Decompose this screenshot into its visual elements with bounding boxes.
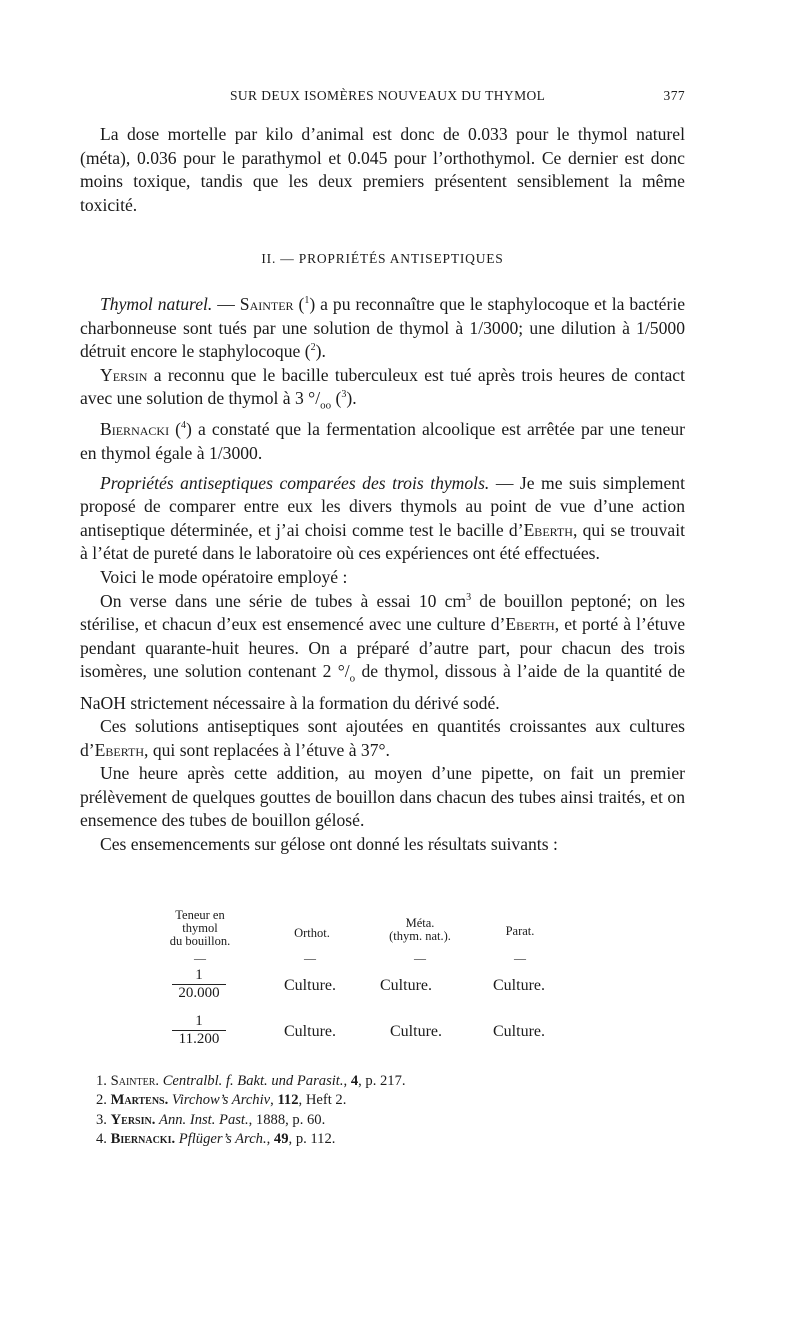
paragraph-solutions xyxy=(80,715,685,762)
author-name: Eberth xyxy=(505,614,555,635)
text-run: ) a pu reconnaître que le staphylocoque et la bactérie charbonneuse sont tués par une solution de thymol à 1/3000; une dilution à 1/5000 détruit encore le staphylocoque ( xyxy=(80,293,686,362)
header-orthot: Orthot. xyxy=(294,926,330,940)
paragraph-results-intro: Ces ensemencements sur gélose ont donné les résultats suivants : xyxy=(100,834,558,855)
header-line: Teneur en xyxy=(175,908,225,922)
text-run: de thymol, dissous à l’aide de la quantité de NaOH strictement nécessaire à la formation du dérivé sodé. xyxy=(80,661,685,713)
table-row-concentration xyxy=(164,1013,234,1048)
text-run: ). xyxy=(315,341,326,362)
footnote-title: Ann. Inst. Past. xyxy=(159,1111,249,1128)
header-line: du bouillon. xyxy=(169,934,231,948)
paragraph-method-intro: Voici le mode opératoire employé : xyxy=(100,567,348,588)
footnote xyxy=(96,1111,676,1130)
footnote: 2. Martens. Virchow’s Archiv, 112, Heft 2. xyxy=(96,1092,347,1109)
paragraph-lead: Thymol naturel. xyxy=(100,293,213,314)
footnote-number: 1. xyxy=(96,1073,107,1089)
table-row-concentration xyxy=(164,967,234,1002)
running-title: SUR DEUX ISOMÈRES NOUVEAUX DU THYMOL xyxy=(230,88,546,103)
author-name: Yersin xyxy=(100,364,148,385)
fraction-denominator: 11.200 xyxy=(178,1031,220,1047)
fraction-numerator: 1 xyxy=(195,1013,203,1029)
section-heading: II. — PROPRIÉTÉS ANTISEPTIQUES xyxy=(261,251,504,267)
fraction-numerator: 1 xyxy=(195,967,203,983)
footnote-number: 3. xyxy=(96,1111,107,1128)
footnote-rest: , p. 112. xyxy=(288,1131,336,1148)
text-run: , qui se trouvait à l’état de pureté dans le laboratoire où ces expériences ont été effectuées. xyxy=(80,519,685,564)
paragraph-yersin xyxy=(80,364,685,419)
body-text xyxy=(80,123,685,857)
paragraph-biernacki xyxy=(80,418,685,465)
footnote-title: Virchow’s Archiv xyxy=(171,1092,271,1109)
footnote-author: Sainter. xyxy=(110,1073,160,1089)
footnotes xyxy=(96,1072,676,1150)
footnote-ref: 4 xyxy=(181,420,187,432)
author-name: Biernacki xyxy=(100,419,170,440)
text-run: ) a constaté que la fermentation alcoolique est arrêtée par une teneur en thymol égale à 1/3000. xyxy=(80,419,685,464)
footnote-author: Martens. xyxy=(110,1092,169,1109)
table-cell-parat: Culture. xyxy=(493,1023,545,1040)
text-run: ( xyxy=(169,419,182,440)
paragraph-method xyxy=(80,590,685,715)
text-run: On verse dans une série de tubes à essai 10 cm xyxy=(100,590,467,611)
footnote-number: 4. xyxy=(96,1131,107,1148)
paragraph-lead: Propriétés antiseptiques comparées des trois thymols. xyxy=(100,472,490,493)
footnote-number: 2. xyxy=(96,1092,107,1109)
text-run: , qui sont replacées à l’étuve à 37°. xyxy=(144,739,390,760)
table-cell-meta: Culture. xyxy=(390,1023,442,1040)
footnote: 1. Sainter. Centralbl. f. Bakt. und Parasit., 4, p. 217. xyxy=(96,1073,406,1089)
header-dash: — xyxy=(304,951,316,965)
fraction-denominator: 20.000 xyxy=(178,985,220,1001)
page-number: 377 xyxy=(663,88,685,103)
table-cell-parat: Culture. xyxy=(493,977,545,994)
text-run: ( xyxy=(293,293,305,314)
footnote-volume: 49 xyxy=(273,1131,289,1148)
footnote-ref: 2 xyxy=(310,342,316,354)
footnote-rest: , 1888, p. 60. xyxy=(248,1111,326,1128)
text-run: — Je me suis simplement proposé de comparer entre eux les divers thymols au point de vue d’une action antiseptique déterminée, et j’ai choisi comme test le bacille d’ xyxy=(80,472,685,540)
footnote-volume: 4 xyxy=(350,1073,359,1089)
header-line: (thym. nat.). xyxy=(389,929,451,943)
text-run: ( xyxy=(331,388,342,409)
running-head xyxy=(80,88,685,110)
footnote-author: Yersin. xyxy=(110,1111,156,1128)
header-line: thymol xyxy=(182,921,218,935)
footnote-title: Centralbl. f. Bakt. und Parasit. xyxy=(162,1073,344,1089)
percent-sub: o xyxy=(349,672,356,685)
paragraph-thymol-naturel xyxy=(80,293,685,364)
footnote-volume: 112 xyxy=(277,1092,299,1109)
permille-sub: oo xyxy=(320,399,332,412)
header-parat: Parat. xyxy=(505,924,535,938)
footnote-title: Pflüger’s Arch. xyxy=(178,1131,267,1148)
footnote-rest: , p. 217. xyxy=(358,1073,406,1089)
text-run: , et porté à l’étuve pendant quarante-huit heures. On a préparé d’autre part, pour chacun des trois isomères, une solution contenant 2 °/ xyxy=(80,614,685,682)
header-teneur xyxy=(160,909,240,948)
table-cell-orthot: Culture. xyxy=(284,1023,336,1040)
paragraph-toxicity: La dose mortelle par kilo d’animal est donc de 0.033 pour le thymol naturel (méta), 0.036 pour le parathymol et 0.045 pour l’orthothymol. Ce dernier est donc moins toxique, tandis que les deux premiers présentent sensiblement la même toxicité. xyxy=(80,124,685,215)
header-dash: — xyxy=(414,951,426,965)
header-meta xyxy=(370,917,470,943)
footnote-ref: 3 xyxy=(341,389,347,401)
text-run: Ces solutions antiseptiques sont ajoutées en quantités croissantes aux cultures d’ xyxy=(80,716,685,760)
author-name: Sainter xyxy=(239,293,294,314)
table-cell-orthot: Culture. xyxy=(284,977,336,994)
text-run: — xyxy=(212,293,240,314)
text-run: a reconnu que le bacille tuberculeux est tué après trois heures de contact avec une solution de thymol à 3 °/ xyxy=(80,364,685,409)
footnote-ref: 1 xyxy=(304,295,310,307)
header-dash: — xyxy=(194,951,206,965)
text-run: de bouillon peptoné; on les stérilise, et chacun d’eux est ensemencé avec une culture d’ xyxy=(80,590,685,635)
header-dash: — xyxy=(514,951,526,965)
header-line: Méta. xyxy=(405,916,435,930)
footnote-rest: , Heft 2. xyxy=(298,1092,347,1109)
footnote: 4. Biernacki. Pflüger’s Arch., 49, p. 112. xyxy=(96,1131,336,1148)
paragraph-comparison xyxy=(80,472,685,566)
footnote-author: Biernacki. xyxy=(110,1131,176,1148)
table-cell-meta: Culture. xyxy=(380,977,432,994)
author-name: Eberth xyxy=(94,739,145,760)
text-run: ). xyxy=(346,388,357,409)
author-name: Eberth xyxy=(523,519,573,540)
exponent: 3 xyxy=(466,591,472,603)
paragraph-sampling: Une heure après cette addition, au moyen d’une pipette, on fait un premier prélèvement de quelques gouttes de bouillon dans chacun des tubes ainsi traités, et on ensemence des tubes de bouillon gélosé. xyxy=(80,763,685,831)
